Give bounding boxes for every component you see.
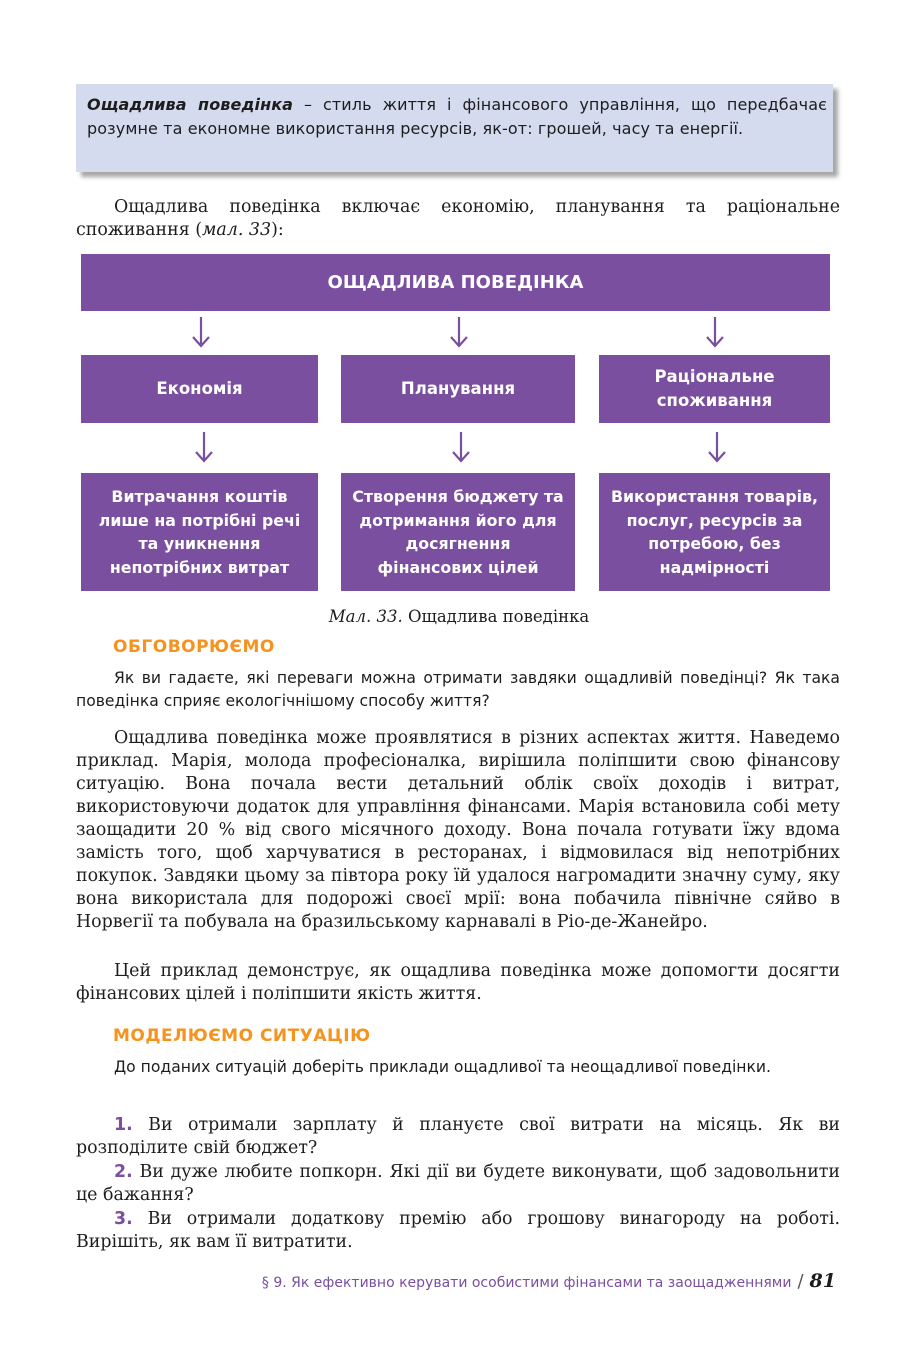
diagram-label: Планування: [400, 379, 516, 398]
footer-section-title: § 9. Як ефективно керувати особистими фінансами та заощадженнями: [261, 1275, 792, 1291]
diagram-box-planning: [341, 355, 575, 423]
definition-box: [76, 84, 833, 172]
task-number: 3.: [114, 1209, 133, 1229]
task-text: Ви отримали зарплату й плануєте свої витрати на місяць. Як ви розподілите свій бюджет?: [76, 1115, 840, 1158]
diagram-description-planning: [341, 473, 575, 591]
task-item-1: [76, 1114, 840, 1160]
footer-separator: /: [797, 1271, 804, 1292]
arrow-down-icon: [705, 430, 729, 464]
diagram-title-box: [81, 254, 830, 311]
page-number: 81: [809, 1270, 836, 1292]
diagram-description: Створення бюджету та дотримання його для досягнення фінансових цілей: [352, 487, 564, 577]
caption-label: Мал. 33.: [328, 607, 403, 626]
arrow-down-icon: [449, 430, 473, 464]
definition-text: [87, 93, 827, 141]
arrow-down-icon: [703, 315, 727, 349]
arrow-down-icon: [447, 315, 471, 349]
caption-text: Ощадлива поведінка: [402, 607, 590, 626]
discuss-text: Як ви гадаєте, які переваги можна отримати завдяки ощадливій поведінці? Як така поведінка сприяє екологічнішому способу життя?: [76, 669, 840, 710]
discuss-heading: ОБГОВОРЮЄМО: [113, 637, 275, 657]
diagram-description-economy: [81, 473, 318, 591]
definition-body: – стиль життя і фінансового управління, що передбачає розумне та економне використання ресурсів, як-от: грошей, часу та енергії.: [87, 95, 827, 138]
diagram-title: ОЩАДЛИВА ПОВЕДІНКА: [327, 272, 584, 293]
arrow-down-icon: [189, 315, 213, 349]
task-number: 2.: [114, 1162, 133, 1182]
arrow-down-icon: [192, 430, 216, 464]
task-text: Ви отримали додаткову премію або грошову винагороду на роботі. Вирішіть, як вам її витратити.: [76, 1209, 840, 1252]
model-text: До поданих ситуацій доберіть приклади ощадливої та неощадливої поведінки.: [114, 1058, 772, 1076]
model-heading: МОДЕЛЮЄМО СИТУАЦІЮ: [113, 1026, 371, 1046]
figure-reference: мал. 33: [202, 220, 272, 240]
intro-end: ):: [271, 220, 284, 240]
task-text: Ви дуже любите попкорн. Які дії ви будете виконувати, щоб задовольнити це бажання?: [76, 1162, 840, 1205]
task-number: 1.: [114, 1115, 133, 1135]
diagram-box-rational-consumption: [599, 355, 830, 423]
page-footer: [262, 1270, 836, 1292]
diagram-label: Економія: [156, 379, 243, 398]
task-item-3: [76, 1208, 840, 1254]
body-paragraph-2: Цей приклад демонструє, як ощадлива поведінка може допомогти досягти фінансових цілей і поліпшити якість життя.: [76, 961, 840, 1004]
diagram-description: Використання товарів, послуг, ресурсів за потребою, без надмірності: [610, 487, 819, 577]
diagram-box-economy: [81, 355, 318, 423]
diagram-description-rational-consumption: [599, 473, 830, 591]
body-paragraph-1: Ощадлива поведінка може проявлятися в різних аспектах життя. Наведемо приклад. Марія, молода професіоналка, вирішила поліпшити свою фінансову ситуацію. Вона почала вести детальний облік своїх доходів і витрат, використовуючи додаток для управління фінансами. Марія встановила собі мету заощадити 20 % від свого місячного доходу. Вона почала готувати їжу вдома замість того, щоб харчуватися в ресторанах, і відмовилася від непотрібних покупок. Завдяки цьому за півтора року їй удалося нагромадити значну суму, яку вона використала для подорожі своєї мрії: вона побачила північне сяйво в Норвегії та побувала на бразильському карнавалі в Ріо-де-Жанейро.: [76, 728, 840, 932]
intro-text: Ощадлива поведінка включає економію, планування та раціональне споживання (: [76, 197, 840, 240]
figure-caption: [0, 606, 918, 628]
task-item-2: [76, 1161, 840, 1207]
definition-term: Ощадлива поведінка: [87, 95, 294, 114]
diagram-label: Раціональне споживання: [654, 367, 775, 410]
diagram-description: Витрачання коштів лише на потрібні речі та уникнення непотрібних витрат: [98, 487, 301, 577]
intro-paragraph: [76, 196, 840, 242]
